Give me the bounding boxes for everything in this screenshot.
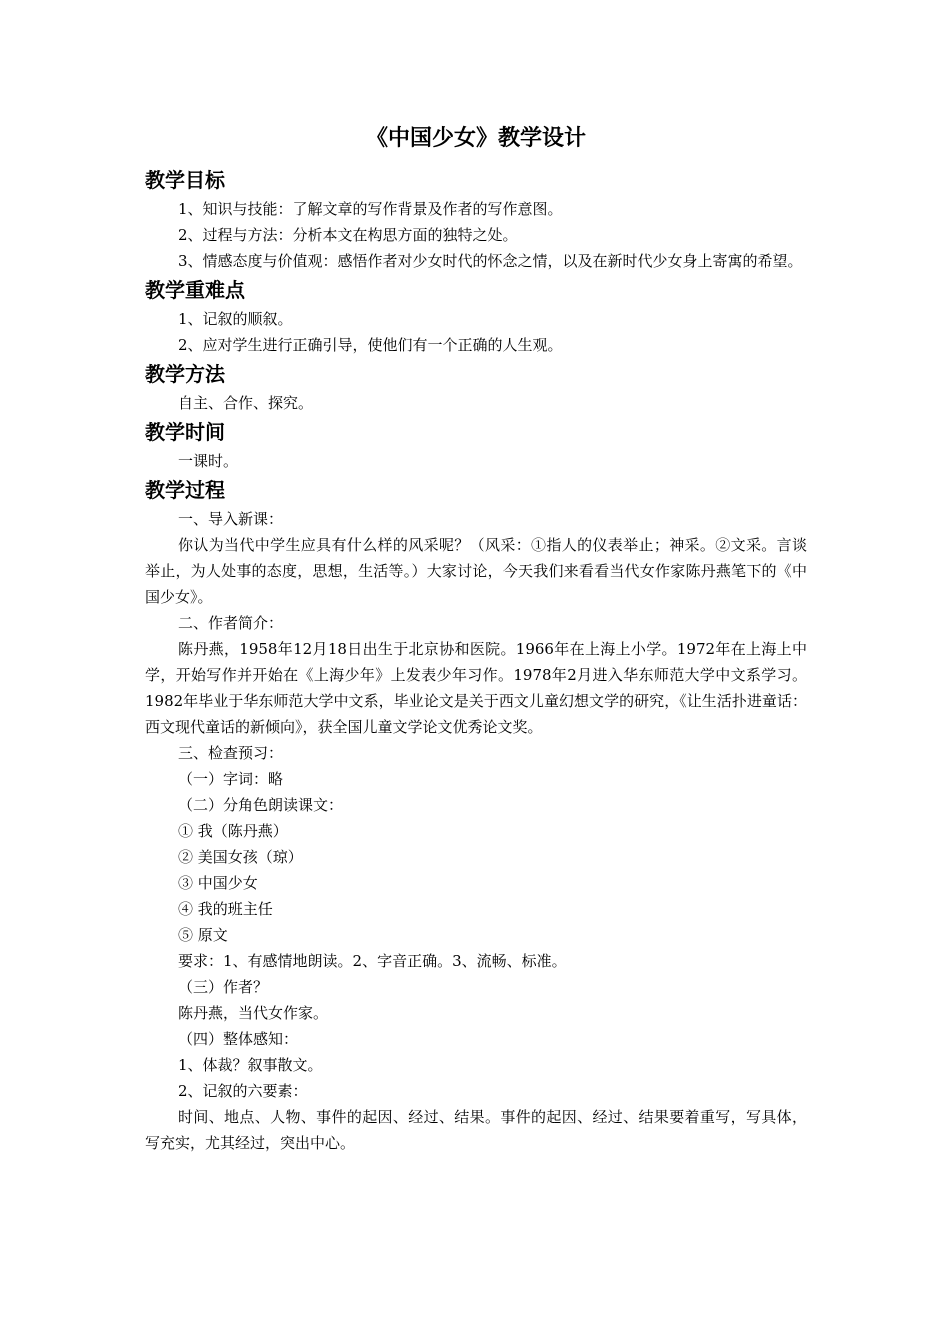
- process-item: （三）作者？: [178, 978, 269, 996]
- process-paragraph: 你认为当代中学生应具有什么样的风采呢？（风采：①指人的仪表举止；神采。②文采。言谈举止，为人处事的态度，思想，生活等。）大家讨论，今天我们来看看当代女作家陈丹燕笔下的《中国少女》。: [145, 536, 807, 606]
- process-item: 要求：1、有感情地朗读。2、字音正确。3、流畅、标准。: [178, 952, 567, 970]
- process-item: 2、记叙的六要素：: [178, 1082, 308, 1100]
- method-item: 自主、合作、探究。: [178, 394, 314, 412]
- key-point-item: 1、记叙的顺叙。: [178, 310, 293, 328]
- process-item: 三、检查预习：: [178, 744, 284, 762]
- role-item: ① 我（陈丹燕）: [178, 822, 288, 840]
- process-item: 陈丹燕，当代女作家。: [178, 1004, 329, 1022]
- document-body: [145, 118, 807, 1156]
- role-item: ⑤ 原文: [178, 926, 228, 944]
- key-point-item: 2、应对学生进行正确引导，使他们有一个正确的人生观。: [178, 336, 563, 354]
- role-item: ④ 我的班主任: [178, 900, 273, 918]
- process-item: （二）分角色朗读课文：: [178, 796, 344, 814]
- process-item: （一）字词：略: [178, 770, 284, 788]
- process-paragraph: 时间、地点、人物、事件的起因、经过、结果。事件的起因、经过、结果要着重写，写具体，写充实，尤其经过，突出中心。: [145, 1108, 807, 1152]
- process-item: 二、作者简介：: [178, 614, 284, 632]
- heading-time: 教学时间: [145, 420, 225, 444]
- heading-methods: 教学方法: [145, 362, 225, 386]
- heading-key-points: 教学重难点: [145, 278, 245, 302]
- document-title: 《中国少女》教学设计: [365, 125, 586, 151]
- role-item: ③ 中国少女: [178, 874, 258, 892]
- heading-process: 教学过程: [145, 478, 225, 502]
- role-item: ② 美国女孩（琼）: [178, 848, 303, 866]
- process-item: 一、导入新课：: [178, 510, 284, 528]
- objective-item: 2、过程与方法：分析本文在构思方面的独特之处。: [178, 226, 518, 244]
- process-item: （四）整体感知：: [178, 1030, 299, 1048]
- heading-objectives: 教学目标: [145, 168, 225, 192]
- process-paragraph: 陈丹燕，1958年12月18日出生于北京协和医院。1966年在上海上小学。1972年在上海上中学，开始写作并开始在《上海少年》上发表少年习作。1978年2月进入华东师范大学中文系学习。1982年毕业于华东师范大学中文系，毕业论文是关于西文儿童幻想文学的研究，《让生活扑进童话：西文现代童话的新倾向》，获全国儿童文学论文优秀论文奖。: [145, 640, 807, 736]
- time-item: 一课时。: [178, 452, 239, 470]
- process-item: 1、体裁？叙事散文。: [178, 1056, 323, 1074]
- objective-item: 1、知识与技能：了解文章的写作背景及作者的写作意图。: [178, 200, 563, 218]
- objective-item: 3、情感态度与价值观：感悟作者对少女时代的怀念之情，以及在新时代少女身上寄寓的希望。: [178, 252, 803, 270]
